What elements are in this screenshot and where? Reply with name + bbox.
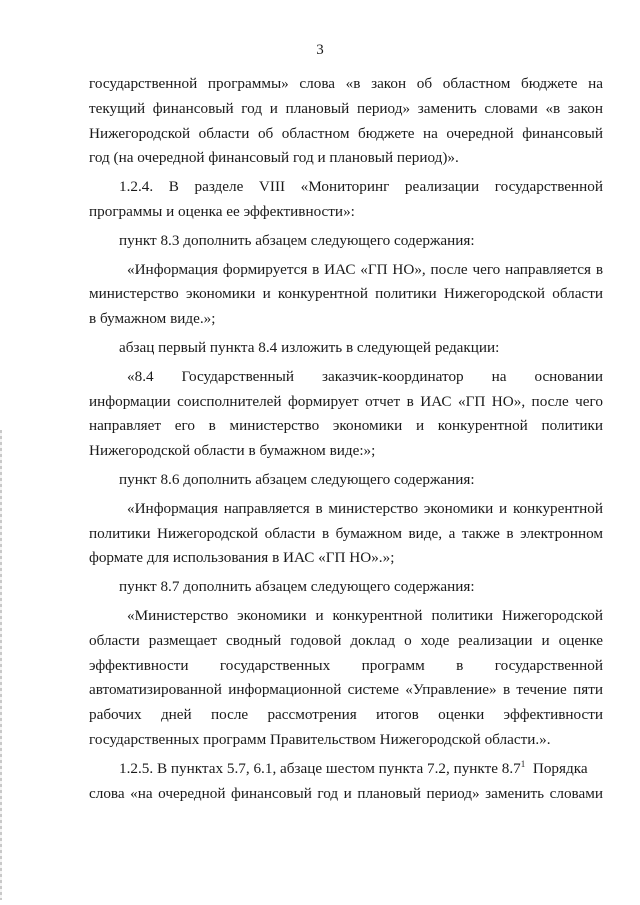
text-line: текущий финансовый год и плановый период» заменить словами «в закон [89, 99, 603, 117]
text-line: абзац первый пункта 8.4 изложить в следующей редакции: [119, 338, 500, 356]
document-body [89, 72, 603, 806]
text-line: слова «на очередной финансовый год и плановый период» заменить словами [89, 784, 603, 802]
text-line: Нижегородской области в бумажном виде:»; [89, 442, 376, 460]
text-fragment: 1.2.5. В пунктах 5.7, 6.1, абзаце шестом пункта 7.2, пункте 8.7 [119, 759, 521, 777]
text-line: «Министерство экономики и конкурентной политики Нижегородской [127, 606, 603, 624]
text-line: «8.4 Государственный заказчик-координатор на основании [127, 367, 603, 385]
text-line: год (на очередной финансовый год и плановый период)». [89, 149, 459, 167]
text-line: пункт 8.3 дополнить абзацем следующего содержания: [119, 231, 475, 249]
text-line: программы и оценка ее эффективности»: [89, 202, 355, 220]
text-line: пункт 8.7 дополнить абзацем следующего содержания: [119, 578, 475, 596]
text-line: рабочих дней после рассмотрения итогов оценки эффективности [89, 706, 603, 724]
text-line: эффективности государственных программ в государственной [89, 656, 603, 674]
text-line: «Информация направляется в министерство экономики и конкурентной [127, 499, 603, 517]
text-line: информации соисполнителей формирует отчет в ИАС «ГП НО», после чего [89, 392, 603, 410]
text-line: формате для использования в ИАС «ГП НО».»; [89, 549, 395, 567]
superscript: 1 [520, 758, 526, 769]
text-line: политики Нижегородской области в бумажном виде, а также в электронном [89, 524, 603, 542]
text-line: министерство экономики и конкурентной политики Нижегородской области [89, 285, 603, 303]
text-line: «Информация формируется в ИАС «ГП НО», после чего направляется в [127, 260, 603, 278]
text-line: направляет его в министерство экономики и конкурентной политики [89, 417, 603, 435]
text-line: пункт 8.6 дополнить абзацем следующего содержания: [119, 470, 475, 488]
text-line: области размещает сводный годовой доклад о ходе реализации и оценке [89, 631, 603, 649]
text-line: Нижегородской области об областном бюджете на очередной финансовый [89, 124, 603, 142]
text-fragment: Порядка [532, 759, 588, 777]
page-number: 3 [316, 42, 324, 58]
text-line: 1.2.4. В разделе VIII «Мониторинг реализации государственной [119, 178, 603, 196]
text-line: в бумажном виде.»; [89, 310, 216, 328]
scan-edge-artifact [0, 430, 2, 900]
text-line: автоматизированной информационной системе «Управление» в течение пяти [89, 681, 603, 699]
text-line: государственной программы» слова «в закон об областном бюджете на [89, 75, 603, 92]
text-line [89, 757, 603, 782]
text-line: государственных программ Правительством Нижегородской области.». [89, 730, 551, 748]
